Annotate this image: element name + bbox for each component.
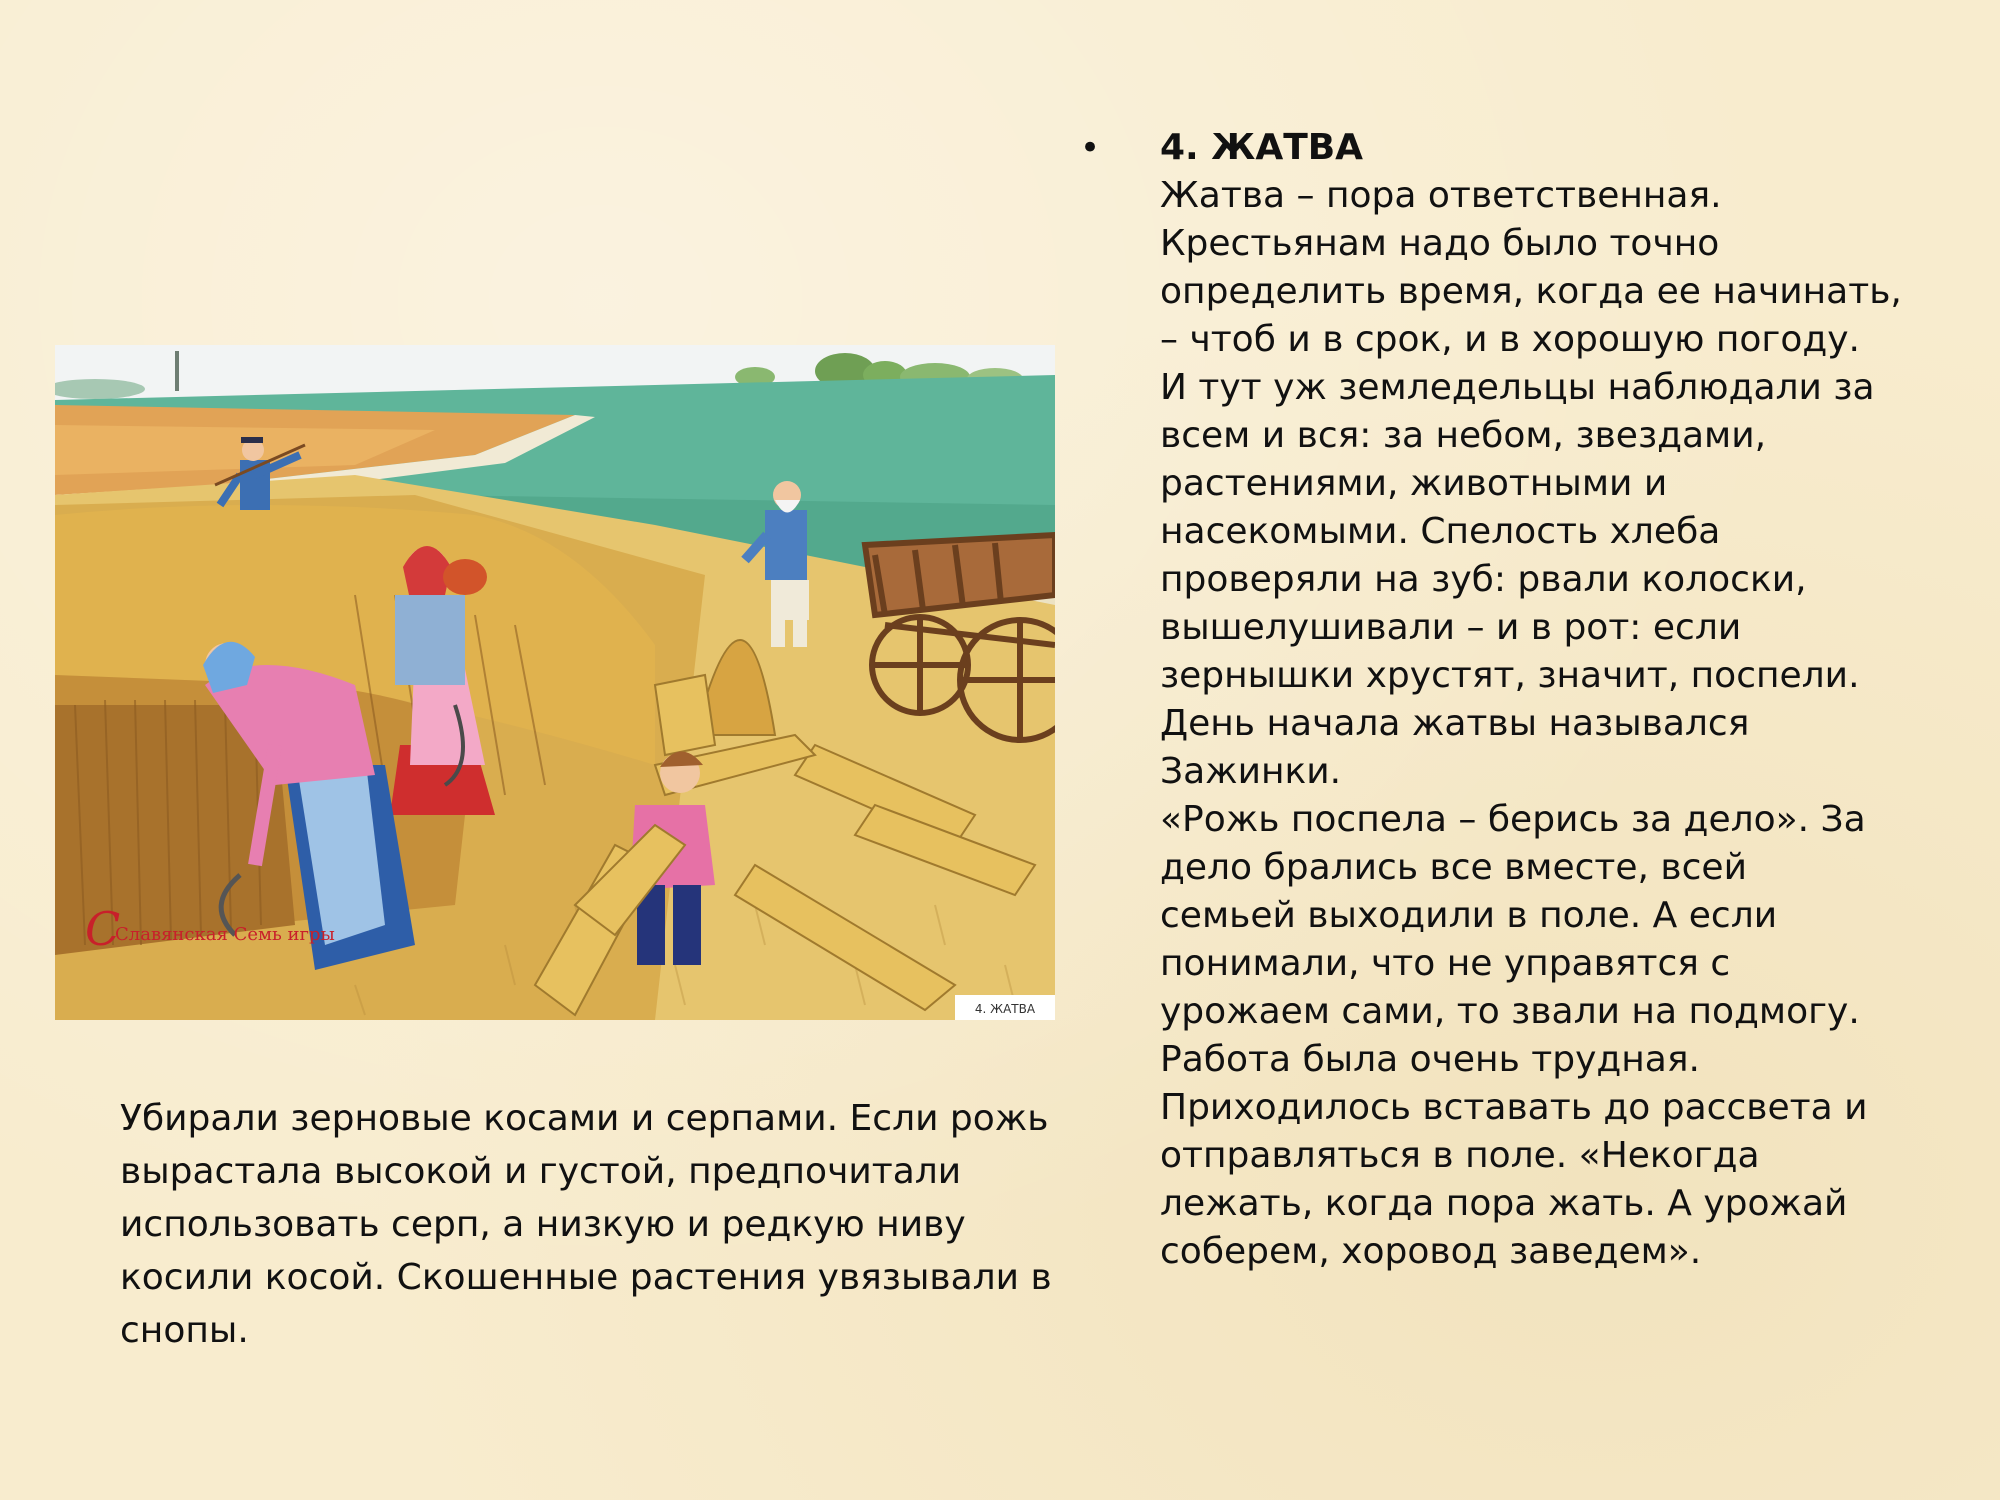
caption-text: Убирали зерновые косами и серпами. Если рожь вырастала высокой и густой, предпочитали использовать серп, а низкую и редкую ниву косили косой. Скошенные растения увязывали в снопы. [120, 1098, 1052, 1351]
svg-text:С: С [85, 902, 121, 956]
section-body: Жатва – пора ответственная. Крестьянам надо было точно определить время, когда ее начинать, – чтоб и в срок, и в хорошую погоду. И тут уж земледельцы наблюдали за всем и вся: за небом, звездами, растениями, животными и насекомыми. Спелость хлеба проверяли на зуб: рвали колоски, вышелушивали – и в рот: если зернышки хрустят, значит, поспели. День начала жатвы назывался Зажинки. «Рожь поспела – берись за дело». За дело брались все вместе, всей семьей выходили в поле. А если понимали, что не управятся с урожаем сами, то звали на подмогу. Работа была очень трудная. Приходилось вставать до рассвета и отправляться в поле. «Некогда лежать, когда пора жать. А урожай соберем, хоровод заведем». [1160, 175, 1902, 1272]
illustration-label: 4. ЖАТВА [974, 1002, 1036, 1016]
svg-text:Славянская Семь игры: Славянская Семь игры [115, 924, 335, 945]
harvest-illustration [55, 345, 1055, 1020]
bullet-icon: • [1080, 128, 1101, 168]
section-heading: 4. ЖАТВА [1160, 127, 1364, 168]
